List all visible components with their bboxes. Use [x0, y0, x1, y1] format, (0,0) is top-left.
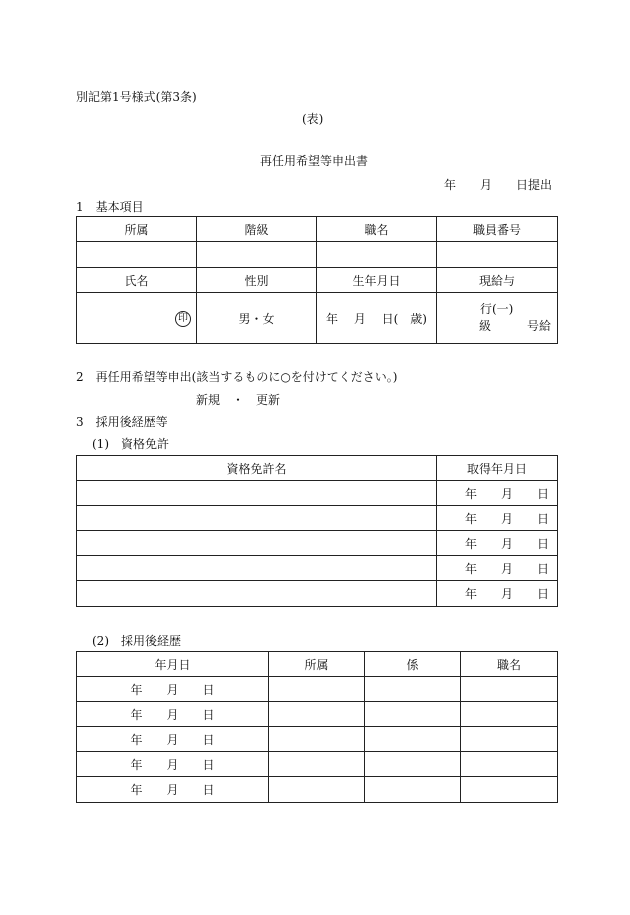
- header-job-title: 職名: [461, 652, 558, 677]
- career-affiliation-field[interactable]: [269, 702, 365, 727]
- acquired-date-field[interactable]: 年 月 日: [437, 531, 558, 556]
- career-date-field[interactable]: 年 月 日: [77, 727, 269, 752]
- name-field[interactable]: [77, 293, 197, 344]
- acquired-date-field[interactable]: 年 月 日: [437, 581, 558, 607]
- seal-icon: 印: [175, 311, 191, 327]
- career-section-field[interactable]: [365, 727, 461, 752]
- acquired-date-field[interactable]: 年 月 日: [437, 556, 558, 581]
- header-job-title: 職名: [317, 217, 437, 242]
- career-job-title-field[interactable]: [461, 727, 558, 752]
- header-affiliation: 所属: [269, 652, 365, 677]
- basic-info-table: [76, 216, 558, 344]
- career-date-field[interactable]: 年 月 日: [77, 677, 269, 702]
- section2-heading: 2 再任用希望等申出(該当するものに○を付けてください。): [76, 370, 398, 384]
- header-name: 氏名: [77, 268, 197, 293]
- career-job-title-field[interactable]: [461, 752, 558, 777]
- renewal-options[interactable]: 新規 ・ 更新: [196, 393, 281, 407]
- career-section-field[interactable]: [365, 777, 461, 803]
- birthdate-field[interactable]: 年 月 日( 歳): [317, 293, 437, 344]
- career-job-title-field[interactable]: [461, 677, 558, 702]
- header-gender: 性別: [197, 268, 317, 293]
- career-affiliation-field[interactable]: [269, 677, 365, 702]
- header-section: 係: [365, 652, 461, 677]
- header-license-name: 資格免許名: [77, 456, 437, 481]
- job-title-field[interactable]: [317, 242, 437, 268]
- career-table: [76, 651, 558, 803]
- career-job-title-field[interactable]: [461, 702, 558, 727]
- header-rank: 階級: [197, 217, 317, 242]
- employee-number-field[interactable]: [437, 242, 558, 268]
- career-job-title-field[interactable]: [461, 777, 558, 803]
- header-salary: 現給与: [437, 268, 558, 293]
- header-affiliation: 所属: [77, 217, 197, 242]
- career-date-field[interactable]: 年 月 日: [77, 777, 269, 803]
- header-birthdate: 生年月日: [317, 268, 437, 293]
- page-title: 再任用希望等申出書: [260, 154, 369, 168]
- affiliation-field[interactable]: [77, 242, 197, 268]
- licenses-heading: (1) 資格免許: [92, 437, 169, 451]
- header-acquired-date: 取得年月日: [437, 456, 558, 481]
- career-section-field[interactable]: [365, 677, 461, 702]
- career-section-field[interactable]: [365, 752, 461, 777]
- gender-field[interactable]: 男・女: [197, 293, 317, 344]
- salary-line2: 級 号給: [478, 319, 551, 333]
- license-name-field[interactable]: [77, 581, 437, 607]
- section3-heading: 3 採用後経歴等: [76, 415, 168, 429]
- acquired-date-field[interactable]: 年 月 日: [437, 506, 558, 531]
- licenses-table: [76, 455, 558, 607]
- career-date-field[interactable]: 年 月 日: [77, 702, 269, 727]
- rank-field[interactable]: [197, 242, 317, 268]
- submit-date: 年 月 日提出: [444, 178, 553, 192]
- career-affiliation-field[interactable]: [269, 727, 365, 752]
- section1-heading: 1 基本項目: [76, 200, 144, 214]
- license-name-field[interactable]: [77, 506, 437, 531]
- acquired-date-field[interactable]: 年 月 日: [437, 481, 558, 506]
- license-name-field[interactable]: [77, 556, 437, 581]
- form-id: 別記第1号様式(第3条): [76, 90, 197, 104]
- salary-line1: 行(一): [480, 302, 514, 316]
- career-date-field[interactable]: 年 月 日: [77, 752, 269, 777]
- license-name-field[interactable]: [77, 531, 437, 556]
- side-label: (表): [302, 112, 324, 126]
- career-affiliation-field[interactable]: [269, 752, 365, 777]
- salary-field[interactable]: [437, 293, 558, 344]
- header-date: 年月日: [77, 652, 269, 677]
- header-employee-number: 職員番号: [437, 217, 558, 242]
- license-name-field[interactable]: [77, 481, 437, 506]
- career-section-field[interactable]: [365, 702, 461, 727]
- career-heading: (2) 採用後経歴: [92, 634, 181, 648]
- career-affiliation-field[interactable]: [269, 777, 365, 803]
